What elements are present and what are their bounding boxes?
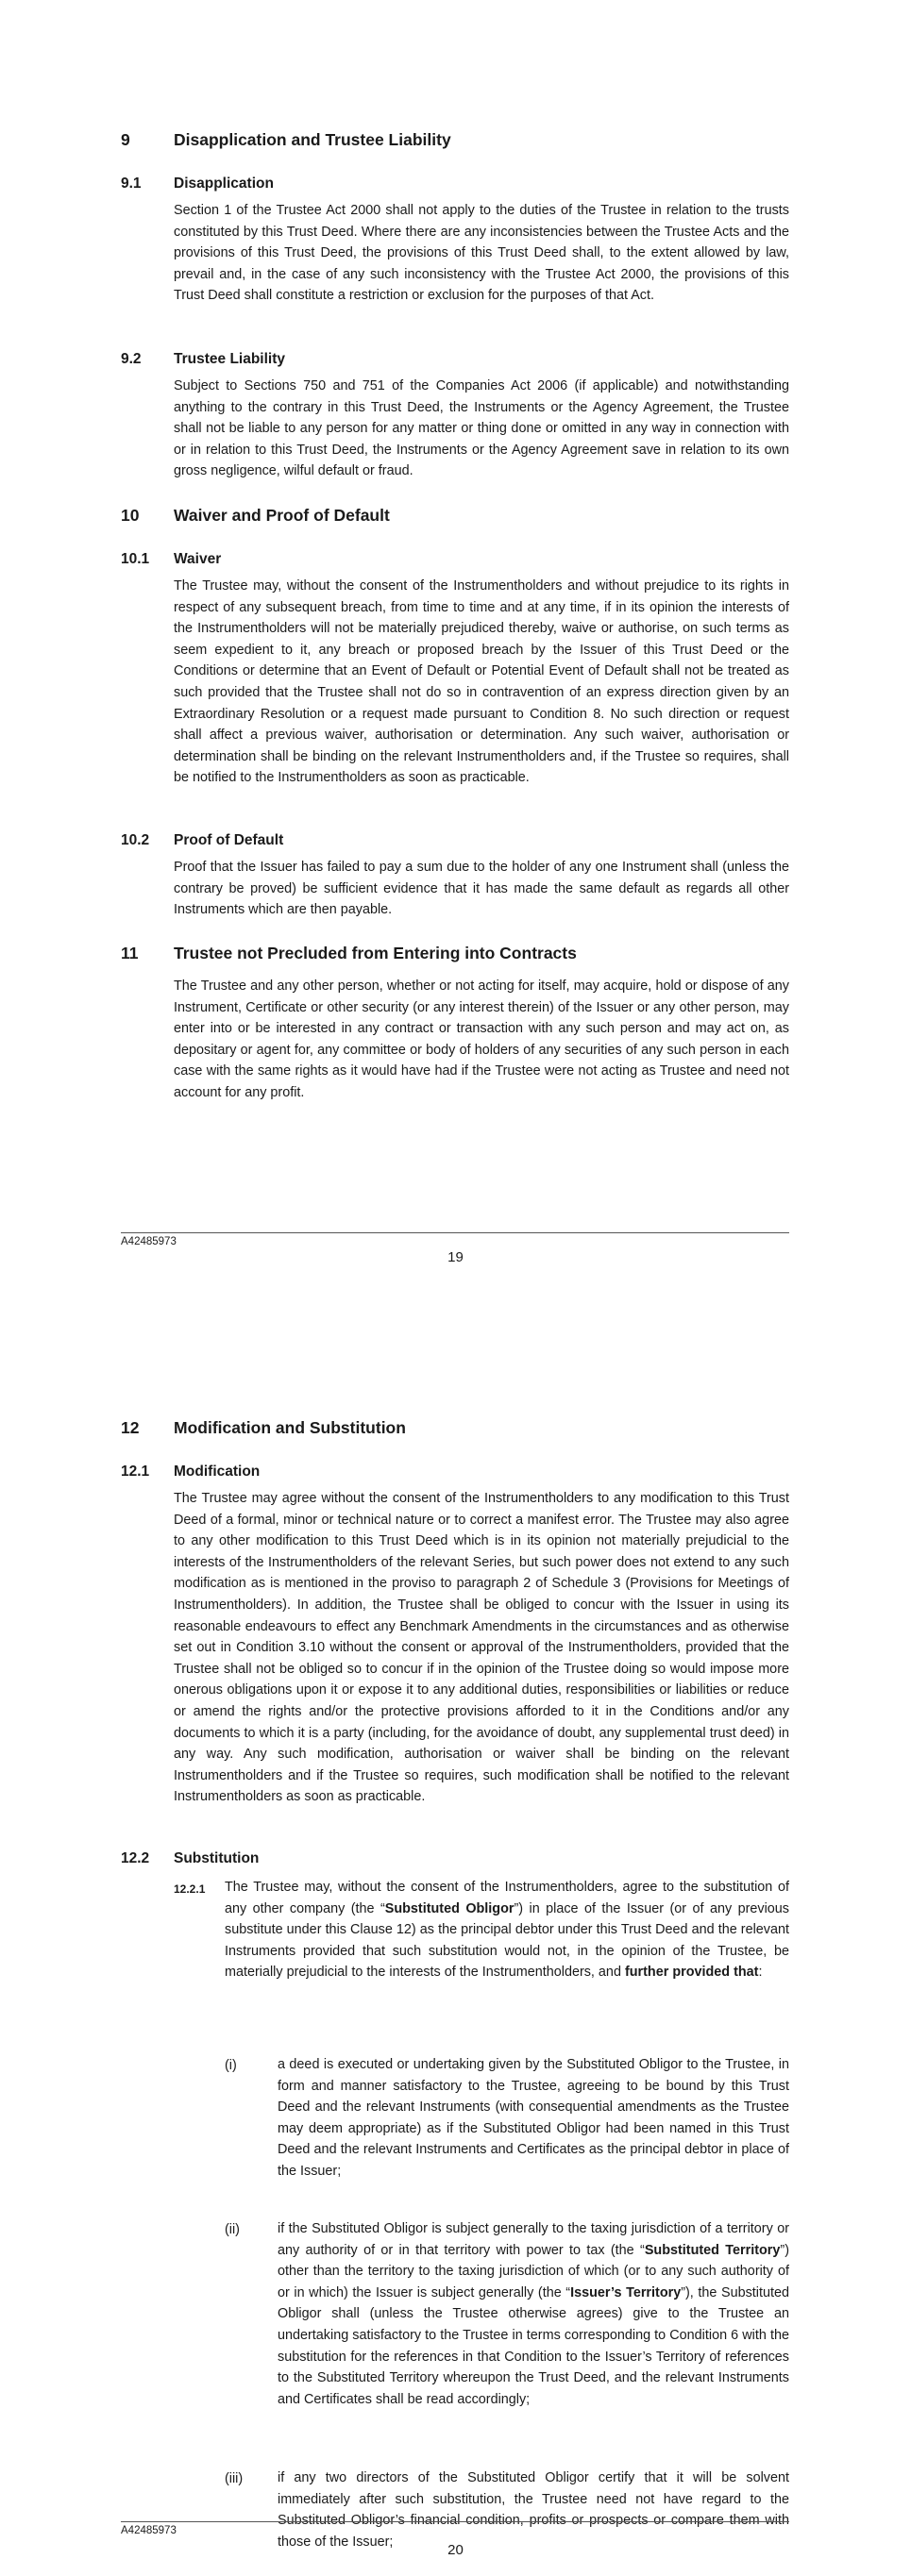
item-ii-text: if the Substituted Obligor is subject generally to the taxing jurisdiction of a territory or any authority of or in that territory with power to tax (the “Substituted Territory”) other than the territory to the taxing jurisdiction of which (or to any such authority of or in which) the Issuer is subject generally (the “Issuer’s Territory”), the Substituted Obligor shall (unless the Trustee otherwise agrees) give to the Trustee an undertaking satisfactory to the Trustee in terms corresponding to Condition 6 with the substitution for the references in that Condition to the Issuer’s Territory of references to the Substituted Territory whereupon the Trust Deed, and the relevant Instruments and Certificates shall be read accordingly; xyxy=(278,2221,789,2407)
clause-title: Trustee Liability xyxy=(174,351,286,367)
clause-number: 12.1 xyxy=(121,1464,150,1480)
section-title: Modification and Substitution xyxy=(174,1418,406,1437)
clause-10-2-text: Proof that the Issuer has failed to pay a sum due to the holder of any one Instrument shall (unless the contrary be proved) be sufficient evidence that it has made the same default as regards all other Instruments which are then payable. xyxy=(174,860,789,918)
item-i-text: a deed is executed or undertaking given by the Substituted Obligor to the Trustee, in form and manner satisfactory to the Trustee, agreeing to be bound by this Trust Deed and the relevant Instruments (with consequential amendments as the Trustee may deem appropriate) as if the Substituted Obligor had been named in this Trust Deed and the relevant Instruments and Certificates as the principal debtor in place of the Issuer; xyxy=(278,2057,789,2179)
item-iii-text: if any two directors of the Substituted Obligor certify that it will be solvent immediately after such substitution, the Trustee need not have regard to the Substituted Obligor’s financial condition, profits or prospects or compare them with those of the Issuer; xyxy=(278,2470,789,2550)
heading-section-11 xyxy=(121,944,577,963)
heading-clause-10-2 xyxy=(121,832,283,849)
heading-section-10 xyxy=(121,506,390,526)
document-reference: A42485973 xyxy=(121,1236,177,1247)
section-title: Disapplication and Trustee Liability xyxy=(174,130,451,149)
heading-clause-10-1 xyxy=(121,551,221,568)
page-20 xyxy=(0,1288,911,2576)
clause-number: 9.2 xyxy=(121,351,142,367)
document-reference: A42485973 xyxy=(121,2525,177,2536)
section-number: 11 xyxy=(121,944,139,962)
sub-clause-12-2-1-text: The Trustee may, without the consent of the Instrumentholders, agree to the substitution of any other company (the “Substituted Obligor”) in place of the Issuer (or of any previous substitute under this Clause 12) as the principal debtor under this Trust Deed and the relevant Instruments provided that such substitution would not, in the opinion of the Trustee, be materially prejudicial to the interests of the Instrumentholders, and further provided that: xyxy=(225,1880,789,1981)
clause-number: 9.1 xyxy=(121,176,142,192)
heading-section-9 xyxy=(121,130,451,150)
heading-clause-9-2 xyxy=(121,351,285,368)
section-number: 10 xyxy=(121,506,140,525)
emphasis-further-provided: further provided that xyxy=(624,1965,759,1981)
item-label: (iii) xyxy=(225,2471,244,2486)
clause-12-1-text: The Trustee may agree without the consent of the Instrumentholders to any modification to this Trust Deed of a formal, minor or technical nature or to correct a manifest error. The Trustee may also agree to any other modification to this Trust Deed which is in its opinion not materially prejudicial to the interests of the Instrumentholders of the relevant Series, but such power does not extend to any such modification as is mentioned in the proviso to paragraph 2 of Schedule 3 (Provisions for Meetings of Instrumentholders). In addition, the Trustee shall be obliged to concur with the Issuer in using its reasonable endeavours to effect any Benchmark Amendments in the circumstances and as otherwise set out in Condition 3.10 without the consent or approval of the Instrumentholders, provided that the Trustee shall not be obliged so to concur if in the opinion of the Trustee doing so would impose more onerous obligations upon it or expose it to any additional duties, responsibilities or liabilities or reduce or amend the rights and/or the protective provisions afforded to it in the Conditions and/or any documents to which it is a party (including, for the avoidance of doubt, any supplemental trust deed) in any way. Any such modification, authorisation or waiver shall be binding on the relevant Instrumentholders and if the Trustee so requires, such modification shall be notified to the relevant Instrumentholders as soon as practicable. xyxy=(174,1491,789,1805)
sub-clause-number: 12.2.1 xyxy=(174,1882,206,1896)
section-title: Trustee not Precluded from Entering into Contracts xyxy=(174,944,577,962)
defined-term-issuers-territory: Issuer’s Territory xyxy=(570,2284,682,2300)
section-number: 12 xyxy=(121,1418,140,1437)
item-label: (i) xyxy=(225,2058,237,2073)
heading-clause-12-1 xyxy=(121,1464,260,1480)
footer-rule xyxy=(121,2521,789,2522)
footer-rule xyxy=(121,1232,789,1233)
clause-10-1-text: The Trustee may, without the consent of the Instrumentholders and without prejudice to its rights in respect of any subsequent breach, from time to time and at any time, if in its opinion the interests of the Instrumentholders will not be materially prejudiced thereby, waive or authorise, on such terms as seem expedient to it, any breach or proposed breach by the Issuer of this Trust Deed or the Conditions or determine that an Event of Default or Potential Event of Default shall not be treated as such provided that the Trustee shall not do so in contravention of an express direction given by an Extraordinary Resolution or a request made pursuant to Condition 8. No such direction or request shall affect a previous waiver, authorisation or determination. Any such waiver, authorisation or determination shall be binding on the relevant Instrumentholders and, if the Trustee so requires, shall be notified to the Instrumentholders as soon as practicable. xyxy=(174,578,789,786)
heading-clause-9-1 xyxy=(121,176,274,192)
page-number: 20 xyxy=(447,2542,464,2558)
clause-title: Disapplication xyxy=(174,176,274,192)
clause-number: 10.1 xyxy=(121,551,150,567)
clause-9-1-text: Section 1 of the Trustee Act 2000 shall not apply to the duties of the Trustee in relation to the trusts constituted by this Trust Deed. Where there are any inconsistencies between the Trustee Acts and the provisions of this Trust Deed, the provisions of this Trust Deed shall, to the extent allowed by law, prevail and, in the case of any such inconsistency with the Trustee Act 2000, the provisions of this Trust Deed shall constitute a restriction or exclusion for the purposes of that Act. xyxy=(174,203,789,304)
clause-title: Substitution xyxy=(174,1850,260,1866)
clause-number: 10.2 xyxy=(121,832,150,848)
defined-term-substituted-territory: Substituted Territory xyxy=(644,2242,781,2258)
clause-title: Modification xyxy=(174,1464,261,1480)
item-label: (ii) xyxy=(225,2222,240,2237)
clause-title: Waiver xyxy=(174,551,222,567)
clause-title: Proof of Default xyxy=(174,832,284,848)
section-number: 9 xyxy=(121,130,130,149)
heading-section-12 xyxy=(121,1418,406,1438)
clause-9-2-text: Subject to Sections 750 and 751 of the Companies Act 2006 (if applicable) and notwithstanding anything to the contrary in this Trust Deed, the Instruments or the Agency Agreement, the Trustee shall not be liable to any person for any matter or thing done or omitted in any way in connection with or in relation to this Trust Deed, the Instruments or the Agency Agreement save in relation to its own gross negligence, wilful default or fraud. xyxy=(174,378,789,479)
section-title: Waiver and Proof of Default xyxy=(174,506,390,525)
section-11-text: The Trustee and any other person, whether or not acting for itself, may acquire, hold or dispose of any Instrument, Certificate or other security (or any interest therein) of the Issuer or any other person, may enter into or be interested in any contract or transaction with any such person and may act on, as depositary or agent for, any committee or body of holders of any securities of any such person in each case with the same rights as it would have had if the Trustee were not acting as Trustee and need not account for any profit. xyxy=(174,979,789,1100)
page-number: 19 xyxy=(447,1249,464,1265)
defined-term-substituted-obligor: Substituted Obligor xyxy=(384,1900,515,1916)
clause-number: 12.2 xyxy=(121,1850,150,1866)
heading-clause-12-2 xyxy=(121,1850,259,1867)
